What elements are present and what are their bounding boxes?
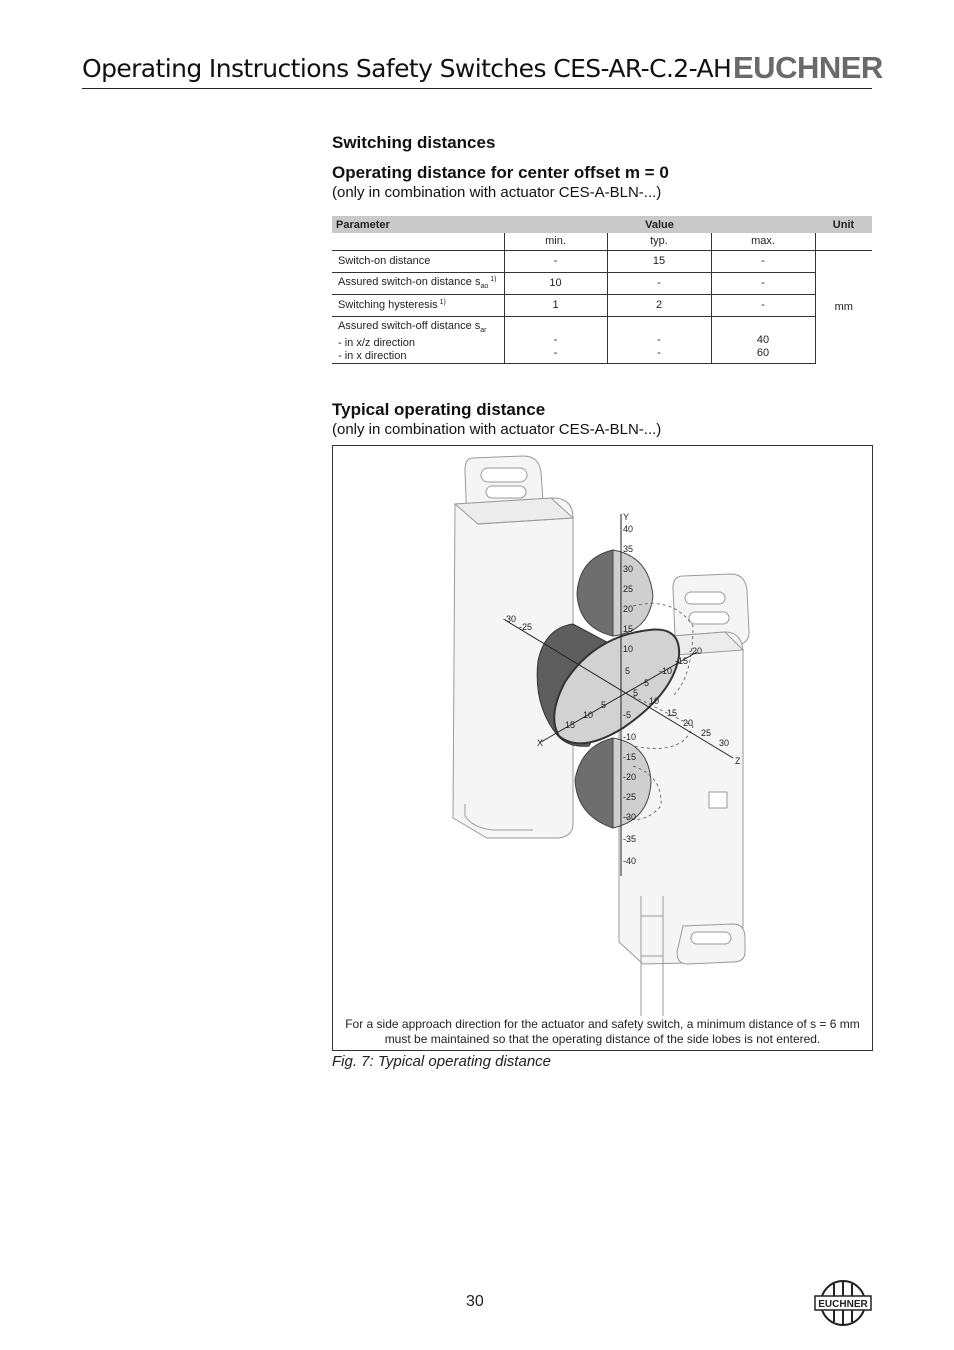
y-tick-label: -25: [623, 792, 637, 802]
z-tick-label: 5: [633, 688, 639, 698]
figure-heading: Typical operating distance: [332, 400, 546, 419]
z-tick-label: 30: [719, 738, 730, 748]
param-label: Assured switch-off distance $s_{ar}$ - in x/z direction - in x direction: [332, 316, 504, 363]
subheader-typ: typ.: [607, 233, 711, 250]
switching-distance-table: [332, 216, 872, 364]
z-axis-label: Z: [735, 756, 741, 766]
unit-cell: mm: [815, 250, 872, 363]
y-axis-label: Y: [623, 512, 630, 522]
section-title: Switching distances: [332, 133, 496, 152]
zneg-tick-label: -10: [659, 666, 673, 676]
page-number: 30: [466, 1293, 484, 1310]
x-tick-label: 5: [601, 700, 607, 710]
value-typ: -: [607, 272, 711, 294]
subheader-min: min.: [504, 233, 607, 250]
page-title: Operating Instructions Safety Switches CES-AR-C.2-AH: [82, 54, 732, 83]
value-typ: - -: [607, 316, 711, 363]
table-row: [332, 272, 872, 294]
table-row: [332, 316, 872, 363]
z-tick-label: 15: [667, 708, 678, 718]
y-tick-label: -20: [623, 772, 637, 782]
zneg-tick-label: -20: [689, 646, 703, 656]
header-value: Value: [504, 216, 815, 233]
x-axis-label: X: [537, 738, 544, 748]
table-row: [332, 294, 872, 316]
operating-distance-diagram: [333, 446, 872, 1016]
param-label: Switching hysteresis $^{1)}$: [332, 294, 504, 316]
euchner-logo: EUCHNER: [733, 50, 883, 85]
operating-distance-figure: [332, 445, 873, 1051]
y-tick-label: -10: [623, 732, 637, 742]
value-max: -: [711, 250, 815, 272]
value-min: 10: [504, 272, 607, 294]
seal-text: EUCHNER: [818, 1299, 868, 1310]
x-tick-label: -30: [503, 614, 517, 624]
value-min: 1: [504, 294, 607, 316]
euchner-seal-logo: [812, 1278, 874, 1328]
figure-note: For a side approach direction for the actuator and safety switch, a minimum distance of s = 6 mm must be maintained so that the operating distance of the side lobes is not entered.: [345, 1017, 860, 1046]
x-tick-label: 15: [565, 720, 576, 730]
param-label: Switch-on distance: [332, 250, 504, 272]
param-label: Assured switch-on distance $s_{ao}^{1)}$: [332, 272, 504, 294]
y-tick-label: 15: [623, 624, 634, 634]
y-tick-label: 40: [623, 524, 634, 534]
y-tick-label: -15: [623, 752, 637, 762]
header-parameter: Parameter: [332, 216, 504, 233]
table-row: [332, 250, 872, 272]
z-tick-label: 25: [701, 728, 712, 738]
zneg-tick-label: -5: [641, 678, 650, 688]
table-header-row: [332, 216, 872, 233]
value-typ: 2: [607, 294, 711, 316]
y-tick-label: -40: [623, 856, 637, 866]
value-min: -: [504, 250, 607, 272]
y-tick-label: 25: [623, 584, 634, 594]
z-tick-label: 20: [683, 718, 694, 728]
figure-subheading: (only in combination with actuator CES-A-BLN-...): [332, 421, 662, 438]
header-rule: [82, 88, 872, 89]
value-max: -: [711, 294, 815, 316]
value-max: -: [711, 272, 815, 294]
subheader-max: max.: [711, 233, 815, 250]
header-unit: Unit: [815, 216, 872, 233]
y-tick-label: 10: [623, 644, 634, 654]
table-subheading: (only in combination with actuator CES-A-BLN-...): [332, 184, 662, 201]
value-typ: 15: [607, 250, 711, 272]
y-tick-label: 35: [623, 544, 634, 554]
table-heading: Operating distance for center offset m = 0: [332, 163, 669, 182]
y-tick-label: -35: [623, 834, 637, 844]
y-tick-label: -30: [623, 812, 637, 822]
z-tick-label: 10: [649, 696, 660, 706]
value-min: - -: [504, 316, 607, 363]
figure-caption: Fig. 7: Typical operating distance: [332, 1053, 552, 1070]
table-subheader-row: [332, 233, 872, 250]
y-tick-label: 20: [623, 604, 634, 614]
y-tick-label: 30: [623, 564, 634, 574]
value-max: 40 60: [711, 316, 815, 363]
x-tick-label: -25: [519, 622, 533, 632]
y-tick-label: -5: [623, 710, 632, 720]
zneg-tick-label: -15: [675, 656, 689, 666]
x-tick-label: 10: [583, 710, 594, 720]
y-tick-label: 5: [625, 666, 631, 676]
